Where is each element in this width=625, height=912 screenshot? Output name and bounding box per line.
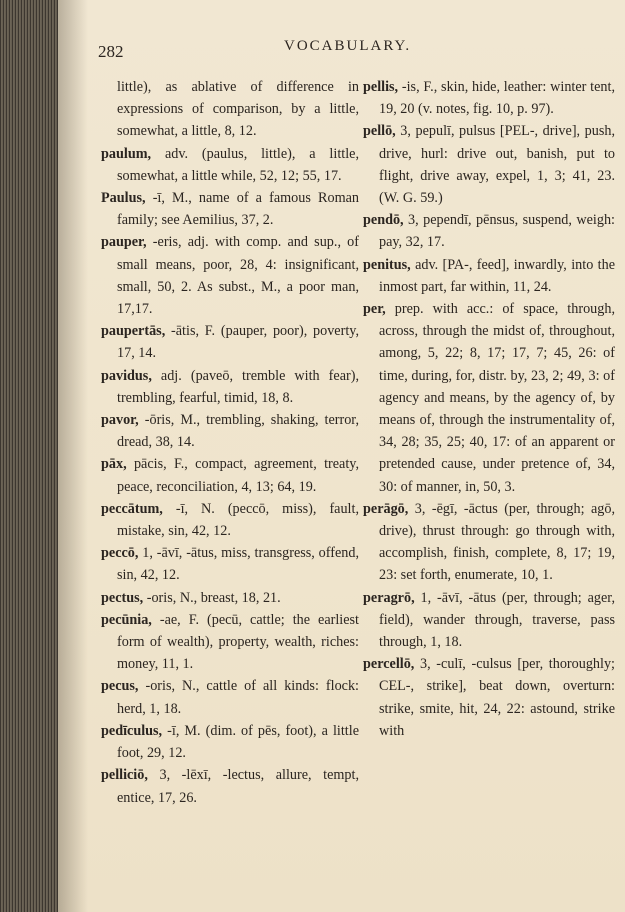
entry-headword: pelliciō,	[101, 767, 148, 784]
entry-definition: little), as ablative of difference in expressions of comparison, by a little, somewhat, a little, 8, 12.	[117, 79, 359, 140]
entry-definition: adv. (paulus, little), a little, somewhat, a little while, 52, 12; 55, 17.	[117, 145, 359, 184]
dictionary-entry	[101, 498, 359, 542]
entry-definition: adv. [PA-, feed], inwardly, into the inmost part, far within, 11, 24.	[379, 256, 615, 295]
entry-headword: pecūnia,	[101, 611, 152, 628]
entry-headword: paupertās,	[101, 323, 166, 340]
dictionary-entry	[363, 653, 615, 742]
dictionary-entry	[101, 187, 359, 231]
dictionary-entry	[363, 209, 615, 253]
entry-definition: prep. with acc.: of space, through, across, through the midst of, throughout, among, 5, 22; 8, 17; 17, 7; 45, 26: of time, during, for, distr. by, 23, 2; 49, 3: of agency and means, by the agency of, by means of, through the instrumentality of, 34, 28; 35, 25; 40, 17: of an apparent or pretended cause, under pretence of, 34, 30: of manner, in, 50, 3.	[379, 301, 615, 495]
dictionary-entry	[101, 764, 359, 808]
dictionary-entry	[101, 609, 359, 676]
entry-headword: pecus,	[101, 678, 139, 695]
entry-headword: pauper,	[101, 234, 147, 251]
entry-headword: per,	[363, 301, 386, 318]
dictionary-entry	[363, 120, 615, 209]
entry-definition: -ī, M., name of a famous Roman family; see Aemilius, 37, 2.	[117, 190, 359, 229]
dictionary-entry	[363, 298, 615, 498]
dictionary-entry	[101, 675, 359, 719]
entry-definition: -eris, adj. with comp. and sup., of small means, poor, 28, 4: insignificant, small, 50, 2. As subst., M., a poor man, 17,17.	[117, 234, 359, 318]
entry-definition: 1, -āvī, -ātus, miss, transgress, offend, sin, 42, 12.	[117, 545, 359, 584]
entry-headword: pellis,	[363, 79, 399, 95]
running-title: VOCABULARY.	[284, 38, 412, 54]
entry-definition: -is, F., skin, hide, leather: winter tent, 19, 20 (v. notes, fig. 10, p. 97).	[379, 79, 615, 118]
entry-headword: pāx,	[101, 456, 127, 473]
entry-headword: pendō,	[363, 212, 404, 229]
page-number: 282	[98, 42, 124, 61]
left-column	[101, 76, 359, 809]
dictionary-entry	[101, 453, 359, 497]
entry-definition: 3, -culī, -culsus [per, thoroughly; CEL-, strike], beat down, overturn: strike, smite, hit, 24, 22: astound, strike with	[379, 656, 615, 739]
entry-headword: perāgō,	[363, 500, 409, 517]
dictionary-entry	[101, 320, 359, 364]
entry-headword: paulum,	[101, 145, 152, 162]
entry-headword: peccātum,	[101, 500, 163, 517]
entry-headword: pavidus,	[101, 367, 152, 384]
entry-definition: -oris, N., breast, 18, 21.	[143, 589, 281, 606]
entry-definition: 3, -lēxī, -lectus, allure, tempt, entice, 17, 26.	[117, 767, 359, 806]
dictionary-entry	[363, 498, 615, 587]
entry-definition: -oris, N., cattle of all kinds: flock: herd, 1, 18.	[117, 678, 359, 717]
entry-headword: peccō,	[101, 545, 139, 562]
entry-headword: peragrō,	[363, 589, 415, 606]
entry-headword: penitus,	[363, 256, 411, 273]
entry-headword: pedīculus,	[101, 722, 163, 739]
dictionary-entry	[101, 76, 359, 143]
dictionary-entry	[363, 76, 615, 120]
book-edge	[0, 0, 58, 912]
entry-definition: 1, -āvī, -ātus (per, through; ager, field), wander through, traverse, pass through, 1, 18.	[379, 589, 615, 651]
page-header	[98, 38, 598, 62]
dictionary-entry	[101, 365, 359, 409]
entry-headword: pavor,	[101, 412, 139, 429]
dictionary-entry	[101, 720, 359, 764]
dictionary-entry	[363, 254, 615, 298]
entry-headword: pellō,	[363, 123, 396, 140]
right-column	[363, 76, 615, 742]
dictionary-entry	[363, 587, 615, 654]
dictionary-entry	[101, 231, 359, 320]
entry-definition: pācis, F., compact, agreement, treaty, peace, reconciliation, 4, 13; 64, 19.	[117, 456, 359, 495]
entry-headword: Paulus,	[101, 190, 146, 207]
gutter-shadow	[58, 0, 88, 912]
entry-definition: -ātis, F. (pauper, poor), poverty, 17, 14.	[117, 323, 359, 362]
entry-headword: pectus,	[101, 589, 144, 606]
entry-definition: 3, -ēgī, -āctus (per, through; agō, drive), thrust through: go through with, accomplish, finish, complete, 8, 17; 19, 23: set forth, enumerate, 10, 1.	[379, 500, 615, 584]
entry-definition: 3, pepulī, pulsus [PEL-, drive], push, drive, hurl: drive out, banish, put to flight, drive away, expel, 1, 3; 41, 23. (W. G. 59.)	[379, 123, 615, 207]
entry-definition: -ī, M. (dim. of pēs, foot), a little foot, 29, 12.	[117, 722, 359, 762]
entry-definition: -ae, F. (pecū, cattle; the earliest form of wealth), property, wealth, riches: money, 11, 1.	[117, 611, 359, 673]
entry-definition: -ōris, M., trembling, shaking, terror, dread, 38, 14.	[117, 412, 359, 451]
entry-definition: -ī, N. (peccō, miss), fault, mistake, sin, 42, 12.	[117, 500, 359, 540]
dictionary-entry	[101, 143, 359, 187]
entry-definition: 3, pependī, pēnsus, suspend, weigh: pay, 32, 17.	[379, 212, 615, 251]
entry-headword: percellō,	[363, 656, 415, 673]
entry-definition: adj. (paveō, tremble with fear), trembling, fearful, timid, 18, 8.	[117, 367, 359, 406]
dictionary-entry	[101, 409, 359, 453]
dictionary-entry	[101, 542, 359, 586]
dictionary-entry	[101, 587, 359, 609]
